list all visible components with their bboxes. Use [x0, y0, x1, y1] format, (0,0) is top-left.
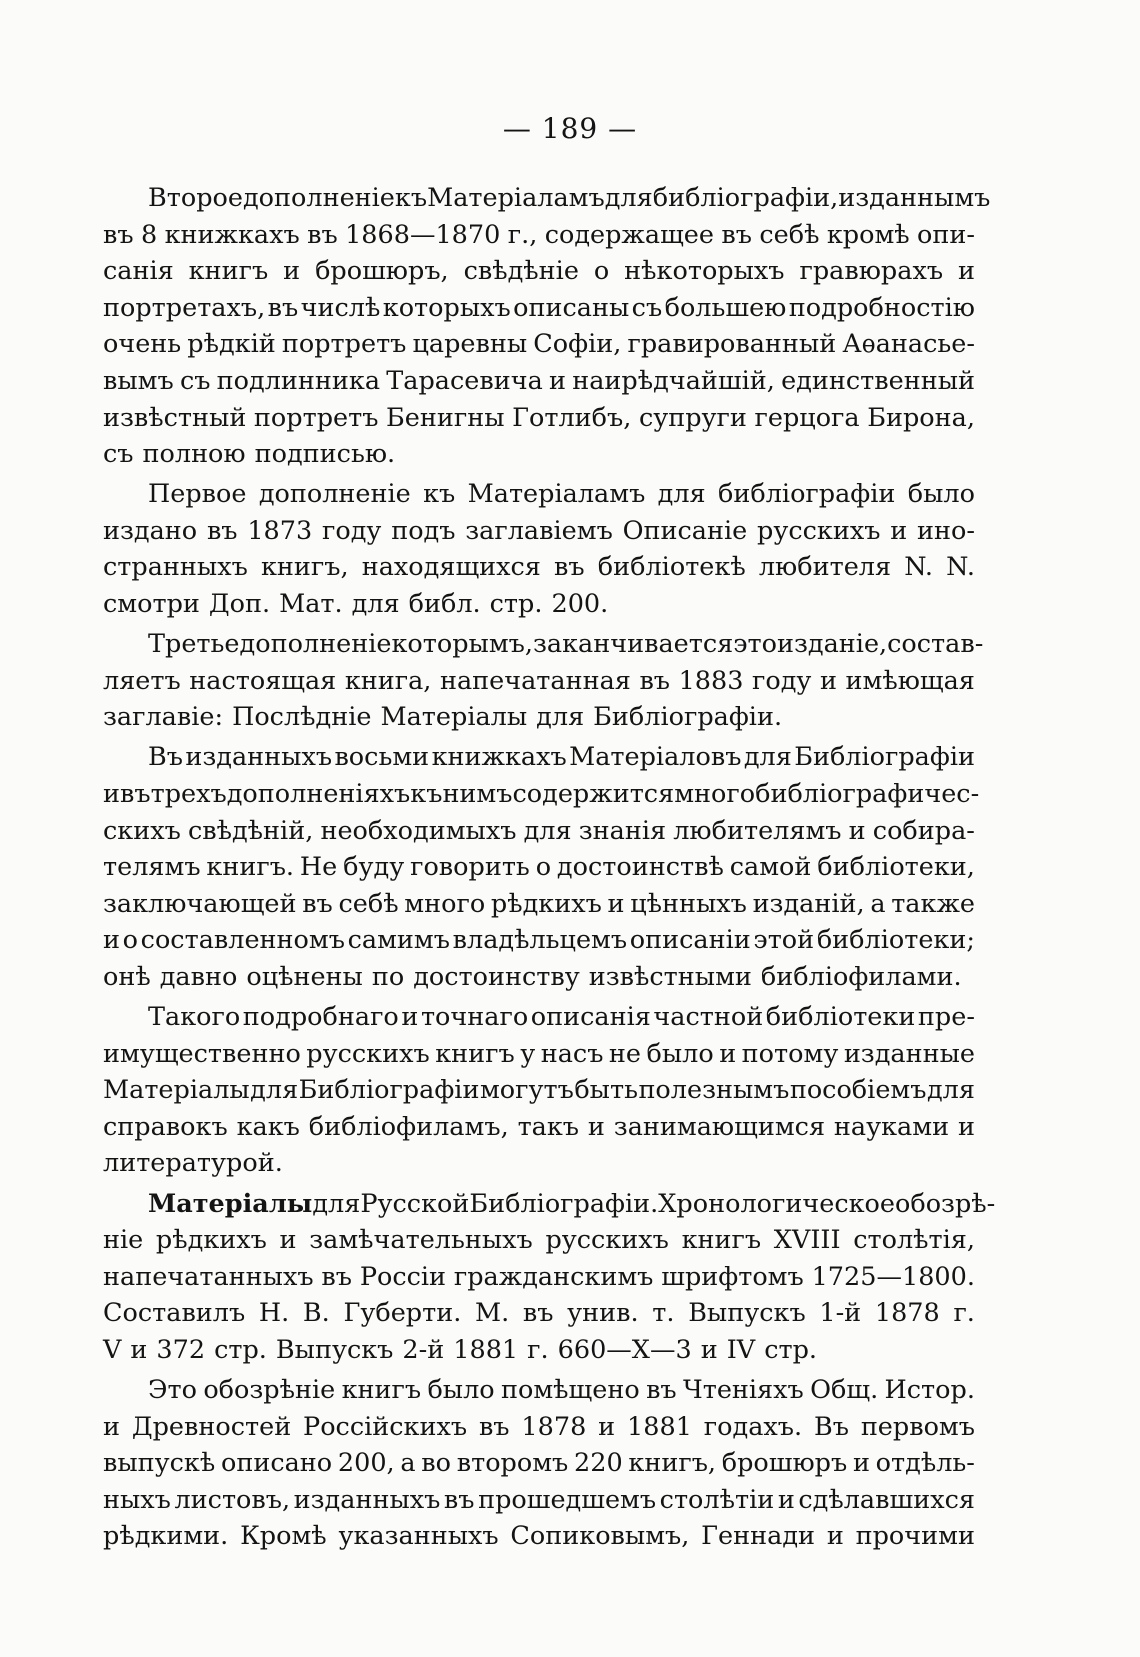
- text-line: съ полною подписью.: [103, 439, 396, 470]
- text-line: и въ трехъ дополненіяхъ къ нимъ содержится много библіографичес-: [103, 779, 980, 809]
- text-line: вымъ съ подлинника Тарасевича и наирѣдчайшій, единственный: [103, 365, 975, 396]
- text-line: смотри Доп. Мат. для библ. стр. 200.: [103, 589, 609, 620]
- text-body: [103, 180, 996, 1555]
- text-line: очень рѣдкій портретъ царевны Софіи, гравированный Аѳанасье-: [103, 329, 975, 360]
- text-line: и Древностей Россійскихъ въ 1878 и 1881 годахъ. Въ первомъ: [103, 1411, 975, 1442]
- text-line: телямъ книгъ. Не буду говорить о достоинствѣ самой библіотеки,: [103, 852, 975, 883]
- text-line: V и 372 стр. Выпускъ 2-й 1881 г. 660—X—3 и IV стр.: [103, 1334, 818, 1365]
- paragraph: [103, 180, 991, 473]
- text-line: напечатанныхъ въ Россіи гражданскимъ шрифтомъ 1725—1800.: [103, 1261, 975, 1292]
- page-number: — 189 —: [502, 112, 638, 145]
- paragraph: [103, 1186, 996, 1369]
- text-line: издано въ 1873 году подъ заглавіемъ Описаніе русскихъ и ино-: [103, 515, 975, 546]
- text-line: Матеріалы для Русской Библіографіи. Хронологическое обозрѣ-: [103, 1186, 975, 1223]
- text-line: рѣдкими. Кромѣ указанныхъ Сопиковымъ, Геннади и прочими: [103, 1521, 975, 1552]
- text-line: портретахъ, въ числѣ которыхъ описаны съ большею подробностію: [103, 292, 975, 323]
- text-line: ляетъ настоящая книга, напечатанная въ 1883 году и имѣющая: [103, 665, 975, 696]
- text-line: заглавіе: Послѣдніе Матеріалы для Библіографіи.: [103, 702, 783, 733]
- text-line: извѣстный портретъ Бенигны Готлибъ, супруги герцога Бирона,: [103, 402, 975, 433]
- text-line: Второе дополненіе къ Матеріаламъ для библіографіи, изданнымъ: [148, 183, 991, 213]
- paragraph: [103, 476, 975, 622]
- text-line: Это обозрѣніе книгъ было помѣщено въ Чтеніяхъ Общ. Истор.: [148, 1375, 975, 1405]
- text-line: литературой.: [103, 1148, 283, 1179]
- text-line: и о составленномъ самимъ владѣльцемъ описаніи этой библіотеки;: [103, 925, 975, 956]
- bold-lead-word: Матеріалы: [148, 1188, 313, 1219]
- text-line: выпускѣ описано 200, а во второмъ 220 книгъ, брошюръ и отдѣль-: [103, 1448, 975, 1479]
- text-line: Такого подробнаго и точнаго описанія частной библіотеки пре-: [148, 1002, 975, 1033]
- text-line: имущественно русскихъ книгъ у насъ не было и потому изданные: [103, 1038, 975, 1069]
- paragraph: [103, 739, 980, 995]
- text-line: санія книгъ и брошюръ, свѣдѣніе о нѣкоторыхъ гравюрахъ и: [103, 256, 975, 287]
- text-line: Въ изданныхъ восьми книжкахъ Матеріаловъ для Библіографіи: [148, 742, 975, 773]
- paragraph: [103, 999, 975, 1182]
- text-line: Первое дополненіе къ Матеріаламъ для библіографіи было: [148, 479, 975, 510]
- text-line: ныхъ листовъ, изданныхъ въ прошедшемъ столѣтіи и сдѣлавшихся: [103, 1484, 975, 1515]
- text-line: странныхъ книгъ, находящихся въ библіотекѣ любителя N. N.: [103, 552, 975, 583]
- text-line: Третье дополненіе которымъ, заканчивается это изданіе, состав-: [148, 629, 984, 660]
- text-line: скихъ свѣдѣній, необходимыхъ для знанія любителямъ и собира-: [103, 815, 975, 846]
- text-line: справокъ какъ библіофиламъ, такъ и занимающимся науками и: [103, 1111, 975, 1142]
- text-line: онѣ давно оцѣнены по достоинству извѣстными библіофилами.: [103, 961, 962, 992]
- paragraph: [103, 626, 984, 736]
- text-line: въ 8 книжкахъ въ 1868—1870 г., содержащее въ себѣ кромѣ опи-: [103, 219, 975, 250]
- text-line: Составилъ Н. В. Губерти. М. въ унив. т. Выпускъ 1-й 1878 г.: [103, 1298, 975, 1329]
- text-line: Матеріалы для Библіографіи могутъ быть полезнымъ пособіемъ для: [103, 1075, 975, 1106]
- paragraph: [103, 1372, 975, 1555]
- text-line: заключающей въ себѣ много рѣдкихъ и цѣнныхъ изданій, а также: [103, 888, 975, 919]
- text-line: ніе рѣдкихъ и замѣчательныхъ русскихъ книгъ XVIII столѣтія,: [103, 1225, 975, 1256]
